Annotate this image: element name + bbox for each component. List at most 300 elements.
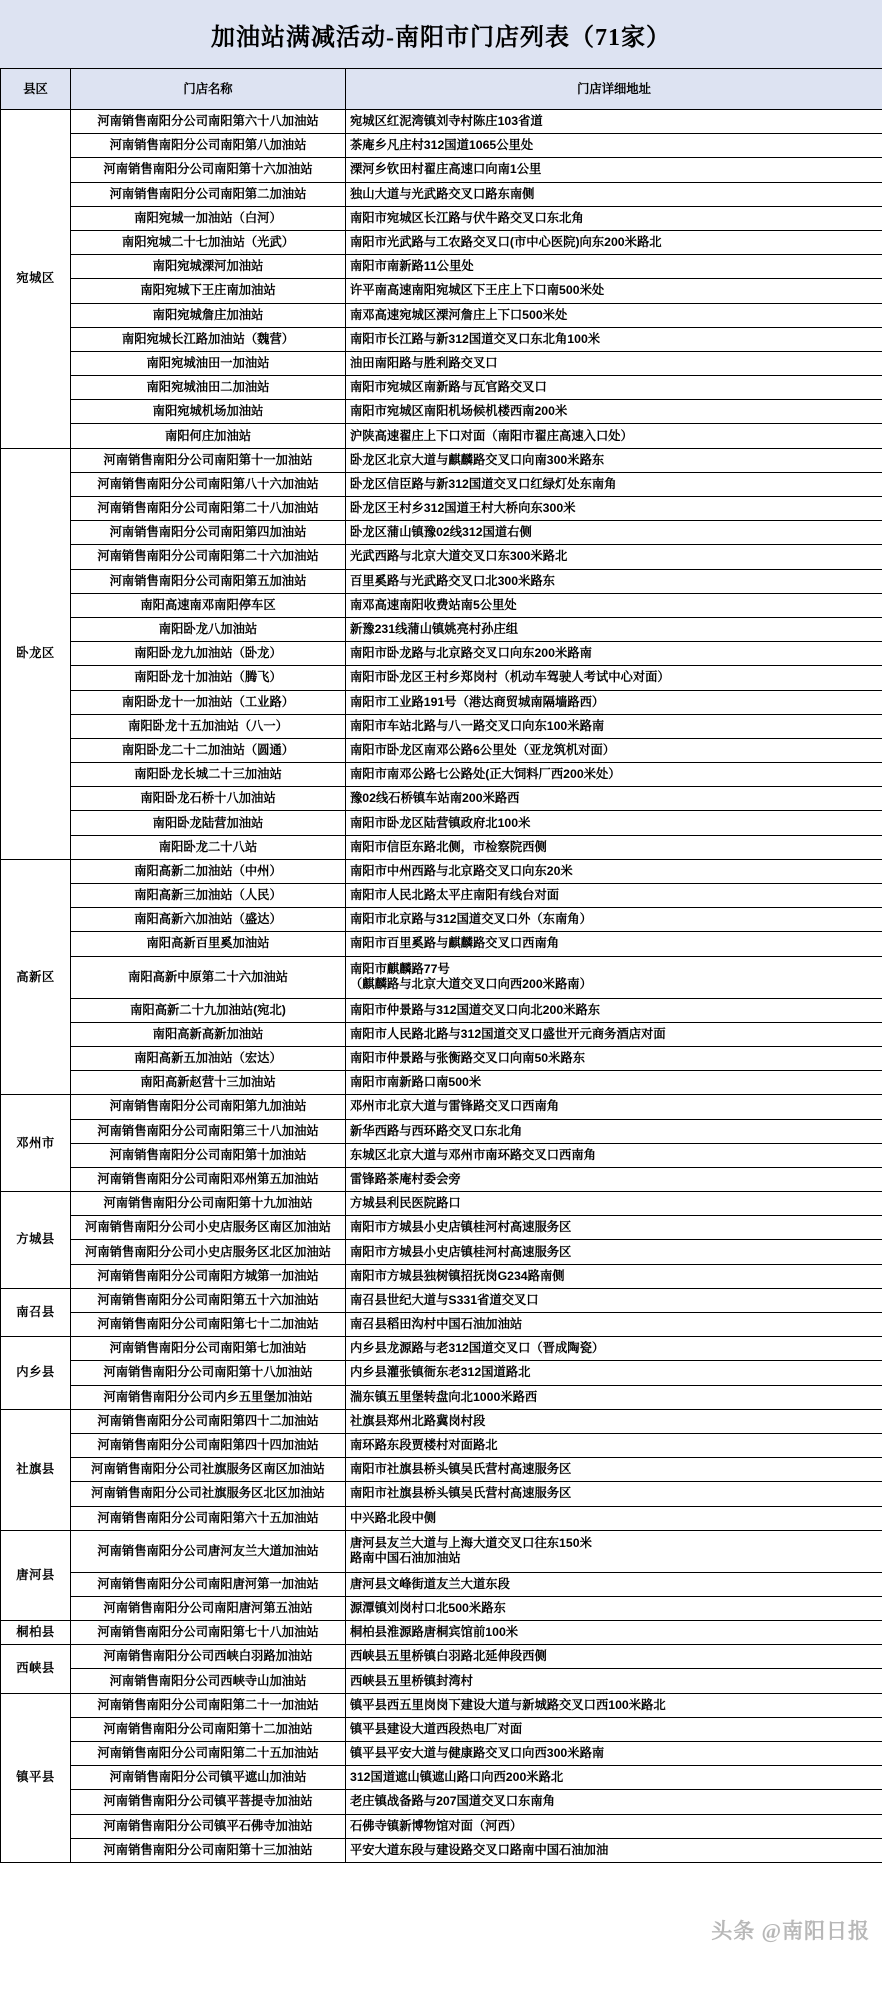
store-name-cell: 河南销售南阳分公司南阳第四加油站: [71, 521, 346, 545]
store-name-cell: 南阳宛城油田二加油站: [71, 376, 346, 400]
store-address-cell: [346, 1143, 882, 1167]
store-name-cell: 南阳宛城詹庄加油站: [71, 303, 346, 327]
table-row: [1, 1742, 882, 1766]
store-name-cell: 河南销售南阳分公司镇平石佛寺加油站: [71, 1814, 346, 1838]
store-address-line: 社旗县郑州北路冀岗村段: [350, 1413, 486, 1428]
table-row: [1, 690, 882, 714]
store-address-line: 镇平县西五里岗岗下建设大道与新城路交叉口西100米路北: [350, 1697, 666, 1712]
store-name-cell: 南阳高新二十九加油站(宛北): [71, 998, 346, 1022]
store-address-cell: [346, 206, 882, 230]
table-row: [1, 763, 882, 787]
store-address-cell: [346, 1790, 882, 1814]
store-address-cell: [346, 1119, 882, 1143]
store-address-line: 南召县稻田沟村中国石油加油站: [350, 1317, 523, 1332]
store-list-table: [0, 68, 882, 1863]
table-row: [1, 593, 882, 617]
store-name-cell: 河南销售南阳分公司社旗服务区北区加油站: [71, 1482, 346, 1506]
table-row: [1, 110, 882, 134]
store-address-cell: [346, 1192, 882, 1216]
store-name-cell: 河南销售南阳分公司南阳第十二加油站: [71, 1717, 346, 1741]
store-name-cell: 河南销售南阳分公司南阳第十六加油站: [71, 158, 346, 182]
table-row: [1, 1046, 882, 1070]
store-name-cell: 南阳高新三加油站（人民）: [71, 884, 346, 908]
store-address-cell: [346, 1717, 882, 1741]
store-address-cell: [346, 303, 882, 327]
store-name-cell: 河南销售南阳分公司南阳第七十八加油站: [71, 1621, 346, 1645]
store-name-cell: 南阳卧龙陆营加油站: [71, 811, 346, 835]
store-name-cell: 南阳宛城一加油站（白河）: [71, 206, 346, 230]
store-name-cell: 河南销售南阳分公司南阳第五加油站: [71, 569, 346, 593]
store-name-cell: 南阳高新六加油站（盛达）: [71, 908, 346, 932]
table-row: [1, 569, 882, 593]
table-row: [1, 327, 882, 351]
table-row: [1, 1766, 882, 1790]
table-row: [1, 182, 882, 206]
store-address-line: 南阳市宛城区南阳机场候机楼西南200米: [350, 404, 568, 419]
store-name-cell: 南阳卧龙十五加油站（八一）: [71, 714, 346, 738]
store-name-cell: 河南销售南阳分公司唐河友兰大道加油站: [71, 1530, 346, 1572]
store-name-cell: 河南销售南阳分公司南阳第十一加油站: [71, 448, 346, 472]
table-row: [1, 1814, 882, 1838]
store-address-cell: [346, 1409, 882, 1433]
table-row: [1, 998, 882, 1022]
store-address-line: 312国道遮山镇遮山路口向西200米路北: [350, 1770, 564, 1785]
store-name-cell: 南阳何庄加油站: [71, 424, 346, 448]
store-address-cell: [346, 1693, 882, 1717]
table-row: [1, 1385, 882, 1409]
store-address-cell: [346, 327, 882, 351]
store-address-cell: [346, 884, 882, 908]
table-row: [1, 714, 882, 738]
store-address-line: 南邓高速南阳收费站南5公里处: [350, 597, 517, 612]
store-address-line: 宛城区红泥湾镇刘寺村陈庄103省道: [350, 114, 543, 129]
store-name-cell: 河南销售南阳分公司南阳方城第一加油站: [71, 1264, 346, 1288]
district-cell: 社旗县: [1, 1409, 71, 1530]
store-address-cell: [346, 932, 882, 956]
table-row: [1, 835, 882, 859]
table-row: [1, 666, 882, 690]
store-address-cell: [346, 1482, 882, 1506]
store-name-cell: 南阳高新二加油站（中州）: [71, 859, 346, 883]
table-row: [1, 521, 882, 545]
table-row: [1, 1288, 882, 1312]
store-address-cell: [346, 424, 882, 448]
store-address-cell: [346, 666, 882, 690]
store-address-cell: [346, 1742, 882, 1766]
store-address-line: 邓州市北京大道与雷锋路交叉口西南角: [350, 1099, 560, 1114]
table-row: [1, 497, 882, 521]
store-name-cell: 南阳宛城油田一加油站: [71, 351, 346, 375]
store-address-cell: [346, 811, 882, 835]
district-cell: 高新区: [1, 859, 71, 1095]
district-cell: 邓州市: [1, 1095, 71, 1192]
store-address-cell: [346, 1240, 882, 1264]
table-row: [1, 1482, 882, 1506]
table-header-row: [1, 69, 882, 110]
district-cell: 内乡县: [1, 1337, 71, 1410]
store-name-cell: 南阳卧龙八加油站: [71, 617, 346, 641]
district-cell: 宛城区: [1, 110, 71, 449]
store-address-cell: [346, 182, 882, 206]
store-name-cell: 南阳宛城长江路加油站（魏营）: [71, 327, 346, 351]
store-address-cell: [346, 279, 882, 303]
store-name-cell: 河南销售南阳分公司南阳第八十六加油站: [71, 472, 346, 496]
table-row: [1, 400, 882, 424]
store-name-cell: 河南销售南阳分公司南阳第七加油站: [71, 1337, 346, 1361]
table-row: [1, 1530, 882, 1572]
table-row: [1, 787, 882, 811]
store-address-cell: [346, 998, 882, 1022]
store-address-line: 南阳市工业路191号（港达商贸城南隔墙路西）: [350, 694, 605, 709]
store-address-cell: [346, 690, 882, 714]
table-row: [1, 1167, 882, 1191]
store-address-cell: [346, 1022, 882, 1046]
table-row: [1, 206, 882, 230]
store-address-line: 南阳市长江路与新312国道交叉口东北角100米: [350, 331, 601, 346]
store-address-cell: [346, 763, 882, 787]
store-address-line: 南阳市南邓公路七公路处(正大饲料厂西200米处）: [350, 767, 621, 782]
table-row: [1, 932, 882, 956]
store-name-cell: 南阳高新五加油站（宏达）: [71, 1046, 346, 1070]
store-address-cell: [346, 642, 882, 666]
district-cell: 南召县: [1, 1288, 71, 1336]
store-address-line: 卧龙区王村乡312国道王村大桥向东300米: [350, 501, 576, 516]
store-address-cell: [346, 521, 882, 545]
store-name-cell: 南阳高速南邓南阳停车区: [71, 593, 346, 617]
store-name-cell: 河南销售南阳分公司南阳第五十六加油站: [71, 1288, 346, 1312]
store-address-cell: [346, 1095, 882, 1119]
store-name-cell: 河南销售南阳分公司南阳第三十八加油站: [71, 1119, 346, 1143]
store-address-line: 镇平县平安大道与健康路交叉口向西300米路南: [350, 1746, 605, 1761]
store-address-line: 南阳市人民北路太平庄南阳有线台对面: [350, 888, 560, 903]
store-address-line: 南环路东段贾楼村对面路北: [350, 1438, 498, 1453]
store-address-cell: [346, 1216, 882, 1240]
store-address-line: 老庄镇战备路与207国道交叉口东南角: [350, 1794, 555, 1809]
table-row: [1, 1621, 882, 1645]
store-name-cell: 南阳高新百里奚加油站: [71, 932, 346, 956]
store-name-cell: 河南销售南阳分公司南阳第二十五加油站: [71, 1742, 346, 1766]
store-address-cell: [346, 351, 882, 375]
store-address-cell: [346, 1288, 882, 1312]
store-address-line: 南阳市卧龙区陆营镇政府北100米: [350, 815, 531, 830]
store-name-cell: 河南销售南阳分公司南阳唐河第五油站: [71, 1596, 346, 1620]
store-name-cell: 河南销售南阳分公司南阳第十八加油站: [71, 1361, 346, 1385]
store-address-cell: [346, 908, 882, 932]
store-name-cell: 河南销售南阳分公司小史店服务区南区加油站: [71, 1216, 346, 1240]
table-row: [1, 134, 882, 158]
page-title: 加油站满减活动-南阳市门店列表（71家）: [211, 24, 671, 51]
column-header-store-name: 门店名称: [71, 69, 346, 110]
store-address-cell: [346, 1433, 882, 1457]
table-row: [1, 1433, 882, 1457]
table-row: [1, 303, 882, 327]
table-row: [1, 448, 882, 472]
table-row: [1, 1143, 882, 1167]
store-address-cell: [346, 1071, 882, 1095]
store-address-line: （麒麟路与北京大道交叉口向西200米路南）: [350, 977, 592, 992]
table-row: [1, 1216, 882, 1240]
store-address-cell: [346, 230, 882, 254]
store-name-cell: 南阳卧龙二十八站: [71, 835, 346, 859]
store-name-cell: 河南销售南阳分公司镇平遮山加油站: [71, 1766, 346, 1790]
store-address-line: 百里奚路与光武路交叉口北300米路东: [350, 573, 555, 588]
store-name-cell: 南阳高新中原第二十六加油站: [71, 956, 346, 998]
store-address-line: 南邓高速宛城区溧河詹庄上下口500米处: [350, 307, 568, 322]
store-name-cell: 河南销售南阳分公司南阳第十三加油站: [71, 1838, 346, 1862]
table-row: [1, 1458, 882, 1482]
table-row: [1, 1337, 882, 1361]
store-address-line: 南阳市麒麟路77号: [350, 962, 450, 977]
store-name-cell: 河南销售南阳分公司南阳第九加油站: [71, 1095, 346, 1119]
store-address-line: 南阳市人民路北路与312国道交叉口盛世开元商务酒店对面: [350, 1026, 666, 1041]
store-address-cell: [346, 738, 882, 762]
store-address-line: 内乡县灌张镇衙东老312国道路北: [350, 1365, 531, 1380]
store-address-line: 南阳市仲景路与张衡路交叉口向南50米路东: [350, 1051, 586, 1066]
table-row: [1, 1264, 882, 1288]
store-name-cell: 南阳卧龙长城二十三加油站: [71, 763, 346, 787]
store-address-line: 南阳市光武路与工农路交叉口(市中心医院)向东200米路北: [350, 235, 662, 250]
store-address-cell: [346, 1264, 882, 1288]
store-name-cell: 河南销售南阳分公司南阳第四十四加油站: [71, 1433, 346, 1457]
store-address-line: 方城县利民医院路口: [350, 1196, 461, 1211]
store-address-line: 南阳市社旗县桥头镇吴氏营村高速服务区: [350, 1462, 572, 1477]
district-cell: 桐柏县: [1, 1621, 71, 1645]
store-address-line: 南阳市仲景路与312国道交叉口向北200米路东: [350, 1002, 601, 1017]
store-address-line: 南阳市卧龙区王村乡郑岗村（机动车驾驶人考试中心对面）: [350, 670, 670, 685]
store-name-cell: 南阳高新赵营十三加油站: [71, 1071, 346, 1095]
store-name-cell: 南阳宛城下王庄南加油站: [71, 279, 346, 303]
table-row: [1, 1717, 882, 1741]
table-row: [1, 859, 882, 883]
store-name-cell: 河南销售南阳分公司镇平菩提寺加油站: [71, 1790, 346, 1814]
store-address-line: 南阳市南新路11公里处: [350, 259, 474, 274]
store-address-line: 南召县世纪大道与S331省道交叉口: [350, 1292, 539, 1307]
store-address-cell: [346, 956, 882, 998]
store-address-line: 南阳市中州西路与北京路交叉口向东20米: [350, 863, 573, 878]
column-header-district: 县区: [1, 69, 71, 110]
table-row: [1, 230, 882, 254]
store-name-cell: 南阳卧龙十一加油站（工业路）: [71, 690, 346, 714]
store-name-cell: 河南销售南阳分公司南阳第六十八加油站: [71, 110, 346, 134]
store-address-line: 中兴路北段中侧: [350, 1510, 437, 1525]
store-address-cell: [346, 1361, 882, 1385]
store-name-cell: 河南销售南阳分公司南阳第二加油站: [71, 182, 346, 206]
watermark: 头条 @南阳日报: [711, 1919, 870, 1943]
store-address-line: 豫02线石桥镇车站南200米路西: [350, 791, 520, 806]
store-address-line: 西峡县五里桥镇封湾村: [350, 1673, 473, 1688]
table-row: [1, 1119, 882, 1143]
store-name-cell: 河南销售南阳分公司社旗服务区南区加油站: [71, 1458, 346, 1482]
table-row: [1, 255, 882, 279]
table-row: [1, 1313, 882, 1337]
store-name-cell: 河南销售南阳分公司内乡五里堡加油站: [71, 1385, 346, 1409]
store-address-cell: [346, 593, 882, 617]
district-cell: 方城县: [1, 1192, 71, 1289]
store-name-cell: 河南销售南阳分公司小史店服务区北区加油站: [71, 1240, 346, 1264]
store-address-cell: [346, 134, 882, 158]
store-address-cell: [346, 400, 882, 424]
store-address-line: 独山大道与光武路交叉口路东南侧: [350, 186, 535, 201]
store-name-cell: 南阳卧龙二十二加油站（圆通）: [71, 738, 346, 762]
table-body: [1, 110, 882, 1863]
store-name-cell: 河南销售南阳分公司南阳第二十八加油站: [71, 497, 346, 521]
store-address-cell: [346, 1596, 882, 1620]
store-address-cell: [346, 545, 882, 569]
column-header-store-address: 门店详细地址: [346, 69, 882, 110]
store-address-line: 南阳市宛城区长江路与伏牛路交叉口东北角: [350, 210, 584, 225]
table-row: [1, 1506, 882, 1530]
store-address-line: 茶庵乡凡庄村312国道1065公里处: [350, 138, 534, 153]
store-name-cell: 河南销售南阳分公司西峡寺山加油站: [71, 1669, 346, 1693]
store-address-cell: [346, 1766, 882, 1790]
store-name-cell: 河南销售南阳分公司南阳第四十二加油站: [71, 1409, 346, 1433]
store-address-cell: [346, 569, 882, 593]
store-address-line: 路南中国石油加油站: [350, 1551, 461, 1566]
store-address-line: 镇平县建设大道西段热电厂对面: [350, 1721, 523, 1736]
store-name-cell: 南阳卧龙十加油站（腾飞）: [71, 666, 346, 690]
store-name-cell: 南阳卧龙九加油站（卧龙）: [71, 642, 346, 666]
table-row: [1, 1790, 882, 1814]
store-address-line: 石佛寺镇新博物馆对面（河西）: [350, 1818, 523, 1833]
store-address-line: 光武西路与北京大道交叉口东300米路北: [350, 549, 568, 564]
store-address-line: 南阳市方城县小史店镇桂河村高速服务区: [350, 1244, 572, 1259]
store-name-cell: 河南销售南阳分公司南阳第七十二加油站: [71, 1313, 346, 1337]
store-address-cell: [346, 1530, 882, 1572]
table-row: [1, 1361, 882, 1385]
store-address-line: 南阳市卧龙区南邓公路6公里处（亚龙筑机对面）: [350, 742, 616, 757]
table-row: [1, 376, 882, 400]
store-address-cell: [346, 1385, 882, 1409]
store-address-line: 内乡县龙源路与老312国道交叉口（晋成陶瓷）: [350, 1341, 605, 1356]
store-address-line: 南阳市方城县小史店镇桂河村高速服务区: [350, 1220, 572, 1235]
store-address-line: 南阳市卧龙路与北京路交叉口向东200米路南: [350, 646, 592, 661]
store-name-cell: 河南销售南阳分公司南阳唐河第一加油站: [71, 1572, 346, 1596]
store-address-cell: [346, 714, 882, 738]
store-address-cell: [346, 1814, 882, 1838]
store-address-line: 雷锋路茶庵村委会旁: [350, 1171, 461, 1186]
table-row: [1, 956, 882, 998]
store-address-cell: [346, 1572, 882, 1596]
table-row: [1, 884, 882, 908]
store-address-cell: [346, 255, 882, 279]
table-row: [1, 1095, 882, 1119]
store-address-cell: [346, 1046, 882, 1070]
table-row: [1, 1022, 882, 1046]
store-name-cell: 河南销售南阳分公司南阳第八加油站: [71, 134, 346, 158]
store-address-line: 许平南高速南阳宛城区下王庄上下口南500米处: [350, 283, 605, 298]
store-name-cell: 南阳宛城二十七加油站（光武）: [71, 230, 346, 254]
store-address-line: 南阳市百里奚路与麒麟路交叉口西南角: [350, 936, 560, 951]
store-address-cell: [346, 1313, 882, 1337]
store-address-line: 溧河乡钦田村翟庄高速口向南1公里: [350, 162, 542, 177]
store-name-cell: 南阳宛城机场加油站: [71, 400, 346, 424]
table-header: [1, 69, 882, 110]
store-name-cell: 河南销售南阳分公司南阳第十加油站: [71, 1143, 346, 1167]
store-address-cell: [346, 1645, 882, 1669]
table-row: [1, 279, 882, 303]
store-address-line: 卧龙区北京大道与麒麟路交叉口向南300米路东: [350, 452, 605, 467]
store-address-line: 南阳市宛城区南新路与瓦官路交叉口: [350, 380, 547, 395]
store-address-line: 唐河县文峰街道友兰大道东段: [350, 1576, 510, 1591]
store-name-cell: 河南销售南阳分公司南阳第六十五加油站: [71, 1506, 346, 1530]
store-address-line: 南阳市南新路口南500米: [350, 1075, 482, 1090]
district-cell: 西峡县: [1, 1645, 71, 1693]
store-address-line: 南阳市方城县独树镇招抚岗G234路南侧: [350, 1268, 565, 1283]
table-row: [1, 424, 882, 448]
store-address-line: 新华西路与西环路交叉口东北角: [350, 1123, 523, 1138]
table-row: [1, 1693, 882, 1717]
store-address-cell: [346, 835, 882, 859]
store-address-line: 南阳市社旗县桥头镇吴氏营村高速服务区: [350, 1486, 572, 1501]
table-row: [1, 1192, 882, 1216]
store-address-line: 平安大道东段与建设路交叉口路南中国石油加油: [350, 1842, 609, 1857]
store-name-cell: 河南销售南阳分公司南阳第二十六加油站: [71, 545, 346, 569]
table-row: [1, 1645, 882, 1669]
store-address-line: 湍东镇五里堡转盘向北1000米路西: [350, 1389, 538, 1404]
store-address-cell: [346, 787, 882, 811]
table-row: [1, 472, 882, 496]
store-address-cell: [346, 110, 882, 134]
store-address-cell: [346, 859, 882, 883]
store-address-line: 南阳市北京路与312国道交叉口外（东南角）: [350, 912, 592, 927]
title-banner: [0, 0, 882, 68]
store-address-line: 西峡县五里桥镇白羽路北延伸段西侧: [350, 1649, 547, 1664]
store-address-line: 卧龙区信臣路与新312国道交叉口红绿灯处东南角: [350, 476, 617, 491]
store-name-cell: 河南销售南阳分公司南阳邓州第五加油站: [71, 1167, 346, 1191]
store-address-cell: [346, 1458, 882, 1482]
store-address-cell: [346, 1669, 882, 1693]
store-name-cell: 南阳高新高新加油站: [71, 1022, 346, 1046]
district-cell: 唐河县: [1, 1530, 71, 1620]
store-address-line: 南阳市信臣东路北侧，市检察院西侧: [350, 839, 547, 854]
store-name-cell: 河南销售南阳分公司南阳第二十一加油站: [71, 1693, 346, 1717]
store-address-line: 油田南阳路与胜利路交叉口: [350, 355, 498, 370]
table-row: [1, 158, 882, 182]
table-row: [1, 908, 882, 932]
store-address-cell: [346, 1337, 882, 1361]
table-row: [1, 738, 882, 762]
store-name-cell: 河南销售南阳分公司南阳第十九加油站: [71, 1192, 346, 1216]
table-row: [1, 811, 882, 835]
store-address-line: 桐柏县淮源路唐桐宾馆前100米: [350, 1625, 519, 1640]
table-row: [1, 1572, 882, 1596]
store-address-line: 新豫231线蒲山镇姚亮村孙庄组: [350, 622, 519, 637]
store-address-line: 南阳市车站北路与八一路交叉口向东100米路南: [350, 718, 605, 733]
table-row: [1, 617, 882, 641]
store-address-cell: [346, 1621, 882, 1645]
store-address-cell: [346, 497, 882, 521]
store-name-cell: 南阳卧龙石桥十八加油站: [71, 787, 346, 811]
table-row: [1, 1240, 882, 1264]
table-row: [1, 545, 882, 569]
table-row: [1, 1409, 882, 1433]
store-address-cell: [346, 1167, 882, 1191]
table-row: [1, 1838, 882, 1862]
store-address-cell: [346, 158, 882, 182]
district-cell: 卧龙区: [1, 448, 71, 859]
district-cell: 镇平县: [1, 1693, 71, 1862]
table-row: [1, 1596, 882, 1620]
store-address-cell: [346, 617, 882, 641]
store-address-cell: [346, 448, 882, 472]
store-address-cell: [346, 472, 882, 496]
store-address-line: 源潭镇刘岗村口北500米路东: [350, 1600, 506, 1615]
store-address-line: 沪陕高速翟庄上下口对面（南阳市翟庄高速入口处）: [350, 428, 633, 443]
store-address-cell: [346, 1506, 882, 1530]
store-address-cell: [346, 1838, 882, 1862]
store-address-line: 唐河县友兰大道与上海大道交叉口往东150米: [350, 1536, 592, 1551]
store-name-cell: 河南销售南阳分公司西峡白羽路加油站: [71, 1645, 346, 1669]
